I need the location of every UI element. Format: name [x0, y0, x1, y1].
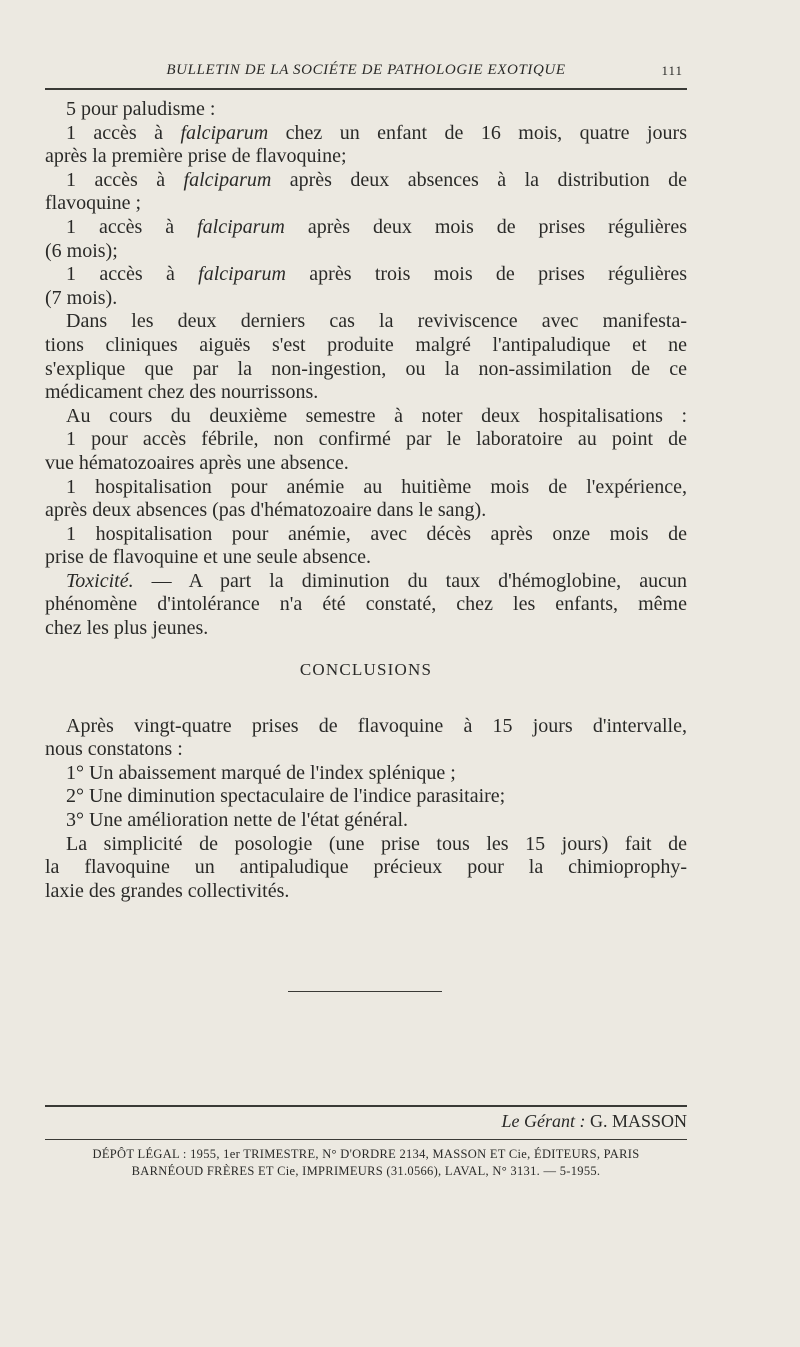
end-of-article-rule	[288, 991, 442, 992]
text-line	[45, 216, 687, 240]
text-line	[45, 122, 687, 146]
text-segment: après deux absences (pas d'hématozoaire dans le sang).	[45, 499, 487, 522]
text-line	[45, 381, 687, 405]
text-line	[45, 738, 687, 762]
text-line	[45, 833, 687, 857]
text-segment: après trois mois de prises régulières	[285, 263, 687, 286]
text-line	[45, 98, 687, 122]
footer-rule-bottom	[45, 1139, 687, 1140]
text-line	[45, 192, 687, 216]
text-segment: tions cliniques aiguës s'est produite malgré l'antipaludique et ne	[45, 333, 687, 356]
text-segment: prise de flavoquine et une seule absence.	[45, 546, 371, 569]
italic-text: falciparum	[198, 263, 286, 286]
text-segment: Au cours du deuxième semestre à noter deux hospitalisations :	[66, 404, 687, 427]
text-line	[45, 617, 687, 641]
text-segment: 1 pour accès fébrile, non confirmé par le laboratoire au point de	[66, 428, 687, 451]
text-segment: (6 mois);	[45, 239, 118, 262]
text-line	[45, 405, 687, 429]
italic-text: Toxicité.	[66, 569, 134, 592]
text-line	[45, 570, 687, 594]
italic-text: falciparum	[183, 168, 272, 191]
text-segment: 1° Un abaissement marqué de l'index splénique ;	[66, 761, 456, 784]
text-segment: laxie des grandes collectivités.	[45, 879, 290, 902]
text-segment: après deux absences à la distribution de	[271, 168, 687, 191]
text-line	[45, 334, 687, 358]
text-segment: flavoquine ;	[45, 192, 142, 215]
text-segment: vue hématozoaires après une absence.	[45, 451, 349, 474]
text-line	[45, 809, 687, 833]
article-body	[45, 98, 687, 903]
gerant-name: G. MASSON	[589, 1111, 687, 1131]
italic-text: falciparum	[197, 215, 285, 238]
text-segment: médicament chez des nourrissons.	[45, 381, 319, 404]
text-segment: 2° Une diminution spectaculaire de l'indice parasitaire;	[66, 785, 506, 808]
text-segment: après la première prise de flavoquine;	[45, 145, 347, 168]
text-segment: chez un enfant de 16 mois, quatre jours	[268, 121, 687, 144]
text-line	[45, 287, 687, 311]
text-segment: chez les plus jeunes.	[45, 617, 209, 640]
text-line	[45, 169, 687, 193]
text-segment: (7 mois).	[45, 286, 118, 309]
running-title: BULLETIN DE LA SOCIÉTE DE PATHOLOGIE EXOTIQUE	[166, 62, 566, 78]
text-segment: Après vingt-quatre prises de flavoquine à 15 jours d'intervalle,	[66, 714, 687, 737]
text-segment: Dans les deux derniers cas la reviviscence avec manifesta-	[66, 310, 687, 333]
running-head	[45, 62, 687, 84]
text-line	[45, 428, 687, 452]
text-line	[45, 499, 687, 523]
text-line	[45, 546, 687, 570]
text-line	[45, 785, 687, 809]
text-segment: 1 accès à	[66, 168, 184, 191]
text-segment: 3° Une amélioration nette de l'état général.	[66, 809, 409, 832]
imprint-line-2: BARNÉOUD FRÈRES ET Cie, IMPRIMEURS (31.0566), LAVAL, N° 3131. — 5-1955.	[131, 1164, 601, 1178]
text-segment: après deux mois de prises régulières	[284, 215, 687, 238]
text-line	[45, 263, 687, 287]
text-line	[45, 145, 687, 169]
text-segment: 5 pour paludisme :	[66, 98, 216, 120]
text-line	[45, 880, 687, 904]
text-line	[45, 240, 687, 264]
text-line	[45, 856, 687, 880]
section-heading: CONCLUSIONS	[299, 659, 433, 679]
text-line	[45, 715, 687, 739]
text-segment: 1 hospitalisation pour anémie au huitième mois de l'expérience,	[66, 475, 687, 498]
text-line	[45, 762, 687, 786]
text-segment: s'explique que par la non-ingestion, ou la non-assimilation de ce	[45, 357, 687, 380]
text-segment: la flavoquine un antipaludique précieux pour la chimioprophy-	[45, 856, 687, 879]
gerant-label: Le Gérant :	[501, 1111, 586, 1131]
text-line	[45, 523, 687, 547]
text-line	[45, 310, 687, 334]
text-segment: La simplicité de posologie (une prise tous les 15 jours) fait de	[66, 832, 687, 855]
header-rule	[45, 88, 687, 90]
gerant-line	[501, 1111, 687, 1132]
footer-rule-top	[45, 1105, 687, 1107]
imprint-block	[45, 1146, 687, 1180]
text-line	[45, 452, 687, 476]
text-segment: 1 accès à	[66, 215, 198, 238]
text-segment: — A part la diminution du taux d'hémoglobine, aucun	[133, 569, 687, 592]
text-segment: 1 accès à	[66, 121, 181, 144]
text-line	[45, 358, 687, 382]
imprint-line-1: DÉPÔT LÉGAL : 1955, 1er TRIMESTRE, N° D'ORDRE 2134, MASSON ET Cie, ÉDITEURS, PARIS	[92, 1147, 640, 1161]
text-segment: nous constatons :	[45, 738, 183, 761]
text-line	[45, 593, 687, 617]
text-segment: 1 accès à	[66, 263, 199, 286]
text-line	[45, 476, 687, 500]
text-segment: 1 hospitalisation pour anémie, avec décès après onze mois de	[66, 522, 687, 545]
page-number: 111	[661, 63, 683, 78]
italic-text: falciparum	[180, 121, 269, 144]
text-segment: phénomène d'intolérance n'a été constaté, chez les enfants, même	[45, 593, 687, 616]
